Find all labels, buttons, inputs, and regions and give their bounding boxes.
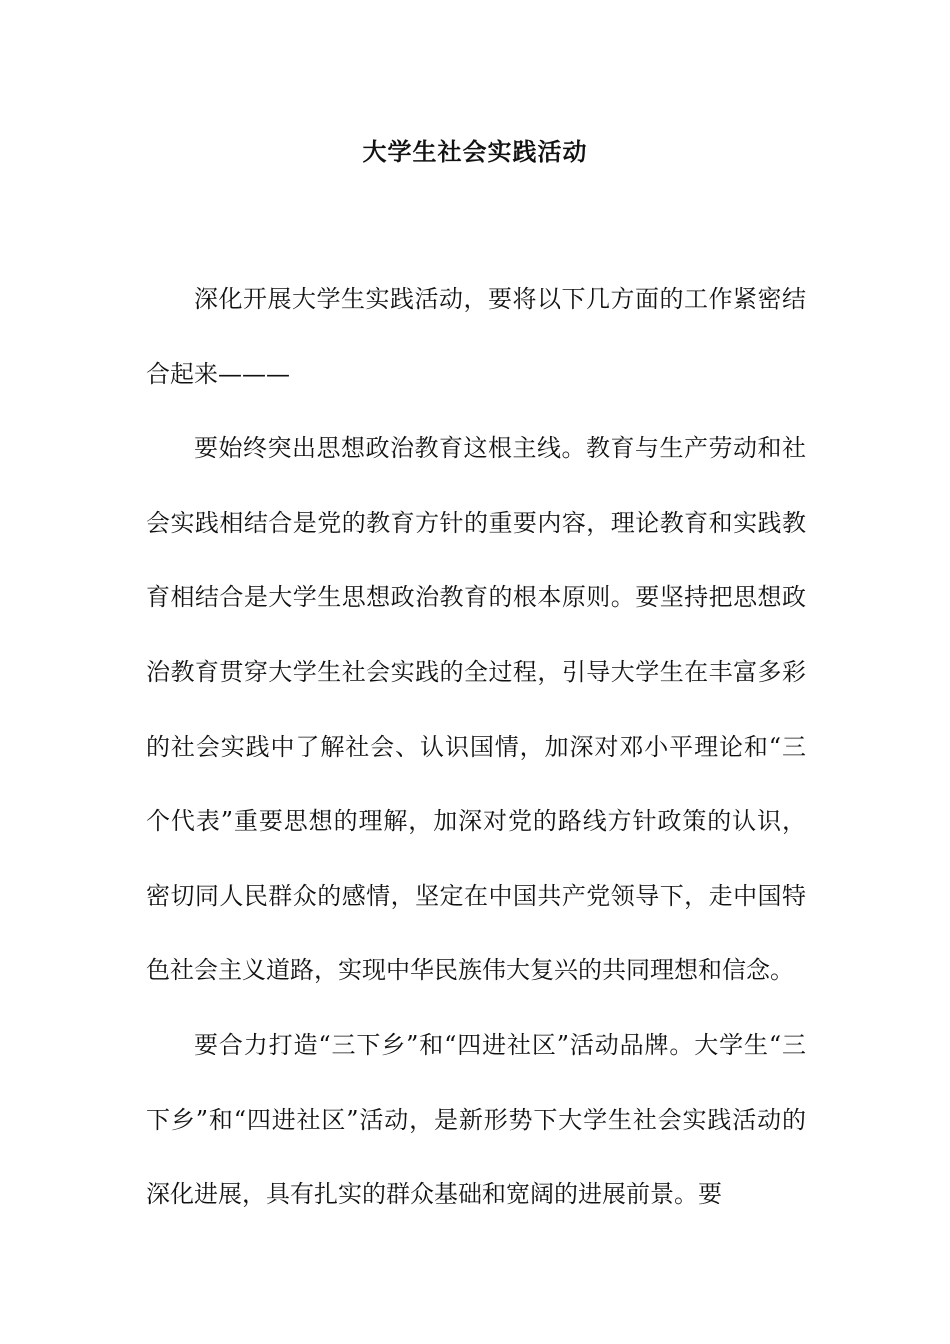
paragraph-political-education: 要始终突出思想政治教育这根主线。教育与生产劳动和社会实践相结合是党的教育方针的重要内容，理论教育和实践教育相结合是大学生思想政治教育的根本原则。要坚持把思想政治教育贯穿大学生社会实践的全过程，引导大学生在丰富多彩的社会实践中了解社会、认识国情，加深对邓小平理论和“三个代表”重要思想的理解，加深对党的路线方针政策的认识，密切同人民群众的感情，坚定在中国共产党领导下，走中国特色社会主义道路，实现中华民族伟大复兴的共同理想和信念。 <box>146 434 806 985</box>
page-title: 大学生社会实践活动 <box>362 137 588 166</box>
paragraph-activity-brand: 要合力打造“三下乡”和“四进社区”活动品牌。大学生“三下乡”和“四进社区”活动，是新形势下大学生社会实践活动的深化进展，具有扎实的群众基础和宽阔的进展前景。要 <box>146 1030 806 1209</box>
paragraph-intro: 深化开展大学生实践活动，要将以下几方面的工作紧密结合起来——— <box>146 285 806 388</box>
document-body <box>146 262 806 1232</box>
